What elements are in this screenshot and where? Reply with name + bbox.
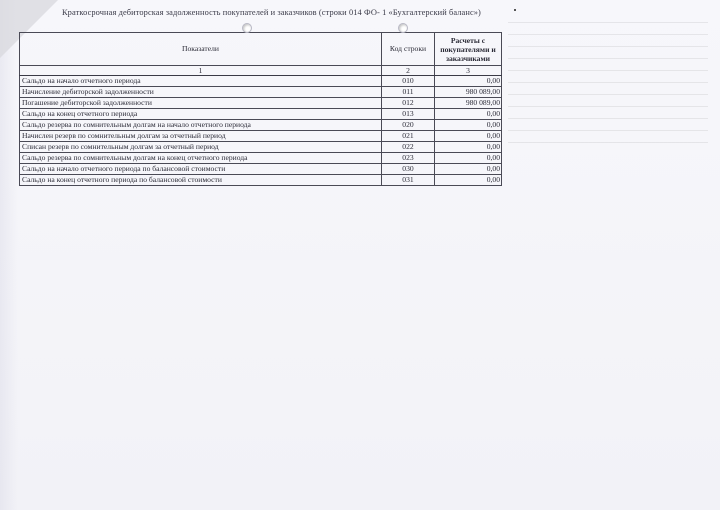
table-row (20, 142, 502, 153)
column-number-3: 3 (435, 66, 502, 76)
row-value: 0,00 (435, 175, 502, 186)
row-code: 030 (382, 164, 435, 175)
row-value: 980 089,00 (435, 98, 502, 109)
row-value: 0,00 (435, 120, 502, 131)
row-code: 031 (382, 175, 435, 186)
row-value: 0,00 (435, 131, 502, 142)
row-code: 010 (382, 76, 435, 87)
row-value: 0,00 (435, 109, 502, 120)
row-name: Сальдо на конец отчетного периода (20, 109, 382, 120)
document-title: Краткосрочная дебиторская задолженность покупателей и заказчиков (строки 014 ФО- 1 «Бухгалтерский баланс») (62, 8, 481, 17)
table-row (20, 120, 502, 131)
bleed-through-lines (508, 22, 708, 172)
table-row (20, 98, 502, 109)
table-row (20, 175, 502, 186)
row-code: 011 (382, 87, 435, 98)
receivables-table (19, 32, 502, 186)
row-name: Сальдо резерва по сомнительным долгам на конец отчетного периода (20, 153, 382, 164)
row-code: 023 (382, 153, 435, 164)
row-value: 980 089,00 (435, 87, 502, 98)
column-number-2: 2 (382, 66, 435, 76)
row-name: Сальдо на начало отчетного периода по балансовой стоимости (20, 164, 382, 175)
row-name: Погашение дебиторской задолженности (20, 98, 382, 109)
column-number-1: 1 (20, 66, 382, 76)
row-code: 013 (382, 109, 435, 120)
row-name: Начислен резерв по сомнительным долгам за отчетный период (20, 131, 382, 142)
row-code: 021 (382, 131, 435, 142)
header-indicator: Показатели (20, 33, 382, 66)
table-row (20, 153, 502, 164)
binder-hole-right (398, 23, 408, 33)
header-settlements: Расчеты с покупателями и заказчиками (435, 33, 502, 66)
row-name: Сальдо на начало отчетного периода (20, 76, 382, 87)
table-row (20, 76, 502, 87)
row-name: Сальдо резерва по сомнительным долгам на начало отчетного периода (20, 120, 382, 131)
ink-dot (514, 9, 516, 11)
row-value: 0,00 (435, 153, 502, 164)
table-row (20, 87, 502, 98)
table-row (20, 164, 502, 175)
column-number-row (20, 66, 502, 76)
row-name: Начисление дебиторской задолженности (20, 87, 382, 98)
row-value: 0,00 (435, 164, 502, 175)
table-header-row (20, 33, 502, 66)
binder-hole-left (242, 23, 252, 33)
row-value: 0,00 (435, 142, 502, 153)
row-code: 012 (382, 98, 435, 109)
row-name: Сальдо на конец отчетного периода по балансовой стоимости (20, 175, 382, 186)
row-code: 022 (382, 142, 435, 153)
header-code: Код строки (382, 33, 435, 66)
row-code: 020 (382, 120, 435, 131)
table-row (20, 131, 502, 142)
row-name: Списан резерв по сомнительным долгам за отчетный период (20, 142, 382, 153)
table-row (20, 109, 502, 120)
row-value: 0,00 (435, 76, 502, 87)
